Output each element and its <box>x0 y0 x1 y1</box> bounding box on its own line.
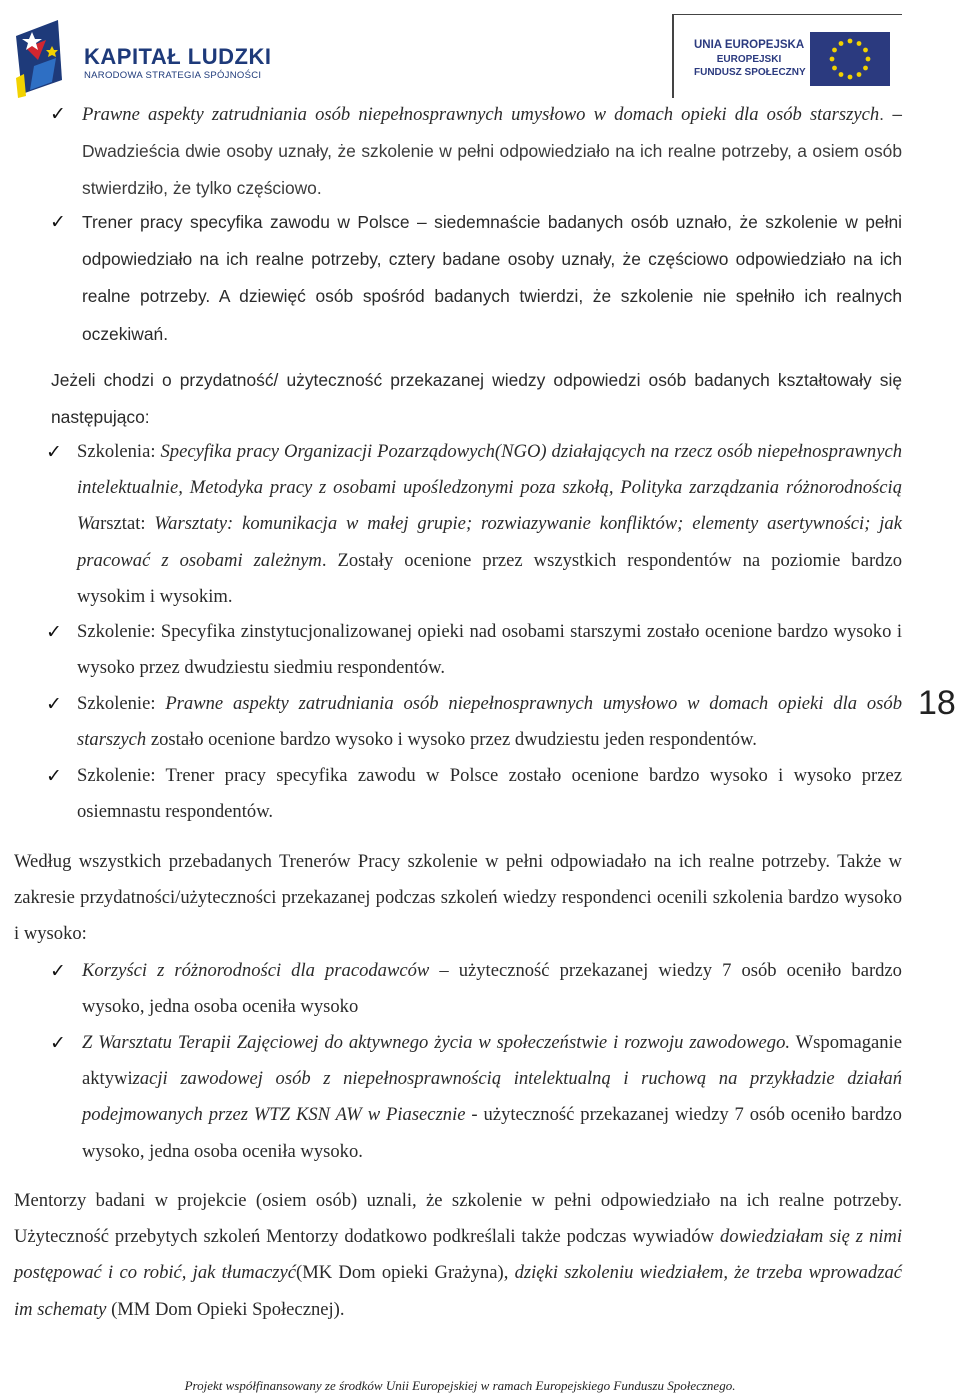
footer-text: Projekt współfinansowany ze środków Unii Europejskiej w ramach Europejskiego Funduszu Społecznego. <box>184 1378 736 1393</box>
list3-item-2 <box>82 1025 902 1170</box>
kapital-ludzki-subtitle: NARODOWA STRATEGIA SPÓJNOŚCI <box>84 70 262 81</box>
paragraph-3-b: dowiedziałam się z nimi postępować i co robić, jak tłumaczyć <box>14 1226 902 1284</box>
list3-item-2-b: Wspomaganie aktywi <box>82 1032 902 1090</box>
intro-paragraph <box>51 362 902 436</box>
checkmark-icon: ✓ <box>50 103 66 125</box>
intro-paragraph-text: Jeżeli chodzi o przydatność/ użyteczność przekazanej wiedzy odpowiedzi osób badanych kształtowały się następująco: <box>51 370 902 428</box>
list2-item-2 <box>77 614 902 686</box>
list3-item-1-b: – użyteczność przekazanej wiedzy 7 osób oceniło bardzo wysoko, jedna osoba oceniła wysoko <box>82 960 902 1018</box>
list2-item-1-b: Specyfika pracy Organizacji Pozarządowych(NGO) działających na rzecz osób niepełnosprawnych intelektualnie, Metodyka pracy z osobami upośledzonymi poza szkołą, Polityka zarządzania różnorodnością Wa <box>77 441 902 535</box>
list1-item-2-text-b: A dziewięć osób spośród badanych twierdzi, że szkolenie nie spełniło ich realnych oczekiwań. <box>82 286 902 344</box>
list1-item-1-text: . – Dwadzieścia dwie osoby uznały, że szkolenie w pełni odpowiedziało na ich realne potrzeby, a osiem osób stwierdziło, że tylko częściowo. <box>82 104 902 199</box>
eu-logo <box>672 14 904 98</box>
list2-item-1 <box>77 434 902 615</box>
list3-item-1-a: Korzyści z różnorodności dla pracodawców <box>82 960 430 981</box>
list1-item-1-title: Prawne aspekty zatrudniania osób niepełnosprawnych umysłowo w domach opieki dla osób starszych <box>82 104 880 125</box>
list2-item-3-b: Prawne aspekty zatrudniania osób niepełnosprawnych umysłowo w domach opieki dla osób starszych <box>77 693 902 751</box>
list2-item-3 <box>77 686 902 758</box>
kapital-ludzki-emblem-icon <box>12 18 80 98</box>
list2-item-4 <box>77 758 902 830</box>
eu-logo-divider <box>672 14 674 98</box>
checkmark-icon: ✓ <box>46 693 62 715</box>
paragraph-3-c: (MK Dom opieki Grażyna), <box>296 1262 515 1284</box>
checkmark-icon: ✓ <box>46 765 62 787</box>
paragraph-3-a: Mentorzy badani w projekcie (osiem osób) uznali, że szkolenie w pełni odpowiedziało na ich realne potrzeby. Użyteczność przebytych szkoleń Mentorzy dodatkowo podkreślali także podczas wywiadów <box>14 1190 902 1248</box>
list3-item-2-a: Z Warsztatu Terapii Zajęciowej do aktywnego życia w społeczeństwie i rozwoju zawodowego. <box>82 1032 791 1053</box>
kapital-ludzki-title: KAPITAŁ LUDZKI <box>84 44 272 69</box>
list2-item-3-c: zostało ocenione bardzo wysoko i wysoko przez dwudziestu jeden respondentów. <box>146 729 757 751</box>
list2-item-4-a: Szkolenie: Trener pracy specyfika zawodu w Polsce zostało ocenione bardzo wysoko i wysoko przez osiemnastu respondentów. <box>77 765 902 823</box>
list2-item-1-e: . Zostały ocenione przez wszystkich respondentów na poziomie bardzo wysokim i wysokim. <box>77 549 902 607</box>
eu-logo-line2: EUROPEJSKI <box>716 54 782 65</box>
eu-logo-line3: FUNDUSZ SPOŁECZNY <box>694 67 806 78</box>
paragraph-2-text: Według wszystkich przebadanych Trenerów Pracy szkolenie w pełni odpowiadało na ich realne potrzeby. Także w zakresie przydatności/użyteczności przekazanej podczas szkoleń wiedzy respondenci ocenili szkolenia bardzo wysoko i wysoko: <box>14 851 902 945</box>
list2-item-2-a: Szkolenie: Specyfika zinstytucjonalizowanej opieki nad osobami starszymi zostało ocenione bardzo wysoko i wysoko przez dwudziestu siedmiu respondentów. <box>77 621 902 679</box>
paragraph-3 <box>14 1183 902 1328</box>
list3-item-1 <box>82 953 902 1025</box>
paragraph-2 <box>14 844 902 953</box>
kapital-ludzki-logo <box>12 18 272 98</box>
checkmark-icon: ✓ <box>50 211 66 233</box>
eu-logo-line1: UNIA EUROPEJSKA <box>694 39 805 51</box>
list2-item-1-a: Szkolenia: <box>77 441 161 462</box>
eu-logo-top-rule <box>672 14 902 15</box>
checkmark-icon: ✓ <box>50 960 66 982</box>
list1-item-2-text-a: Trener pracy specyfika zawodu w Polsce – siedemnaście badanych osób uznało, że szkolenie w pełni odpowiedziało na ich realne potrzeby, cztery badane osoby uznały, że częściowo odpowiedziało na ich realne potrzeby. <box>82 212 902 307</box>
paragraph-3-e: (MM Dom Opieki Społecznej). <box>106 1298 345 1320</box>
checkmark-icon: ✓ <box>46 621 62 643</box>
checkmark-icon: ✓ <box>50 1032 66 1054</box>
list1-item-1 <box>82 96 902 208</box>
footer <box>0 1378 960 1394</box>
list2-item-3-a: Szkolenie: <box>77 693 166 714</box>
list1-item-2 <box>82 204 902 353</box>
list3-item-2-d: - użyteczność przekazanej wiedzy 7 osób oceniło bardzo wysoko, jedna osoba oceniła wysoko. <box>82 1104 902 1162</box>
eu-flag-icon <box>810 32 890 86</box>
list2-item-1-c: rsztat: <box>100 513 155 535</box>
list3-item-2-c: zacji zawodowej osób z niepełnosprawnością intelektualną i ruchową na przykładzie działań podejmowanych przez WTZ KSN AW w Piasecznie <box>82 1068 902 1126</box>
page-number: 18 <box>918 684 956 722</box>
paragraph-3-d: dzięki szkoleniu wiedziałem, że trzeba wprowadzać im schematy <box>14 1262 902 1320</box>
list2-item-1-d: Warsztaty: komunikacja w małej grupie; rozwiazywanie konfliktów; elementy asertywności; jak pracować z osobami zależnym <box>77 513 902 571</box>
checkmark-icon: ✓ <box>46 441 62 463</box>
